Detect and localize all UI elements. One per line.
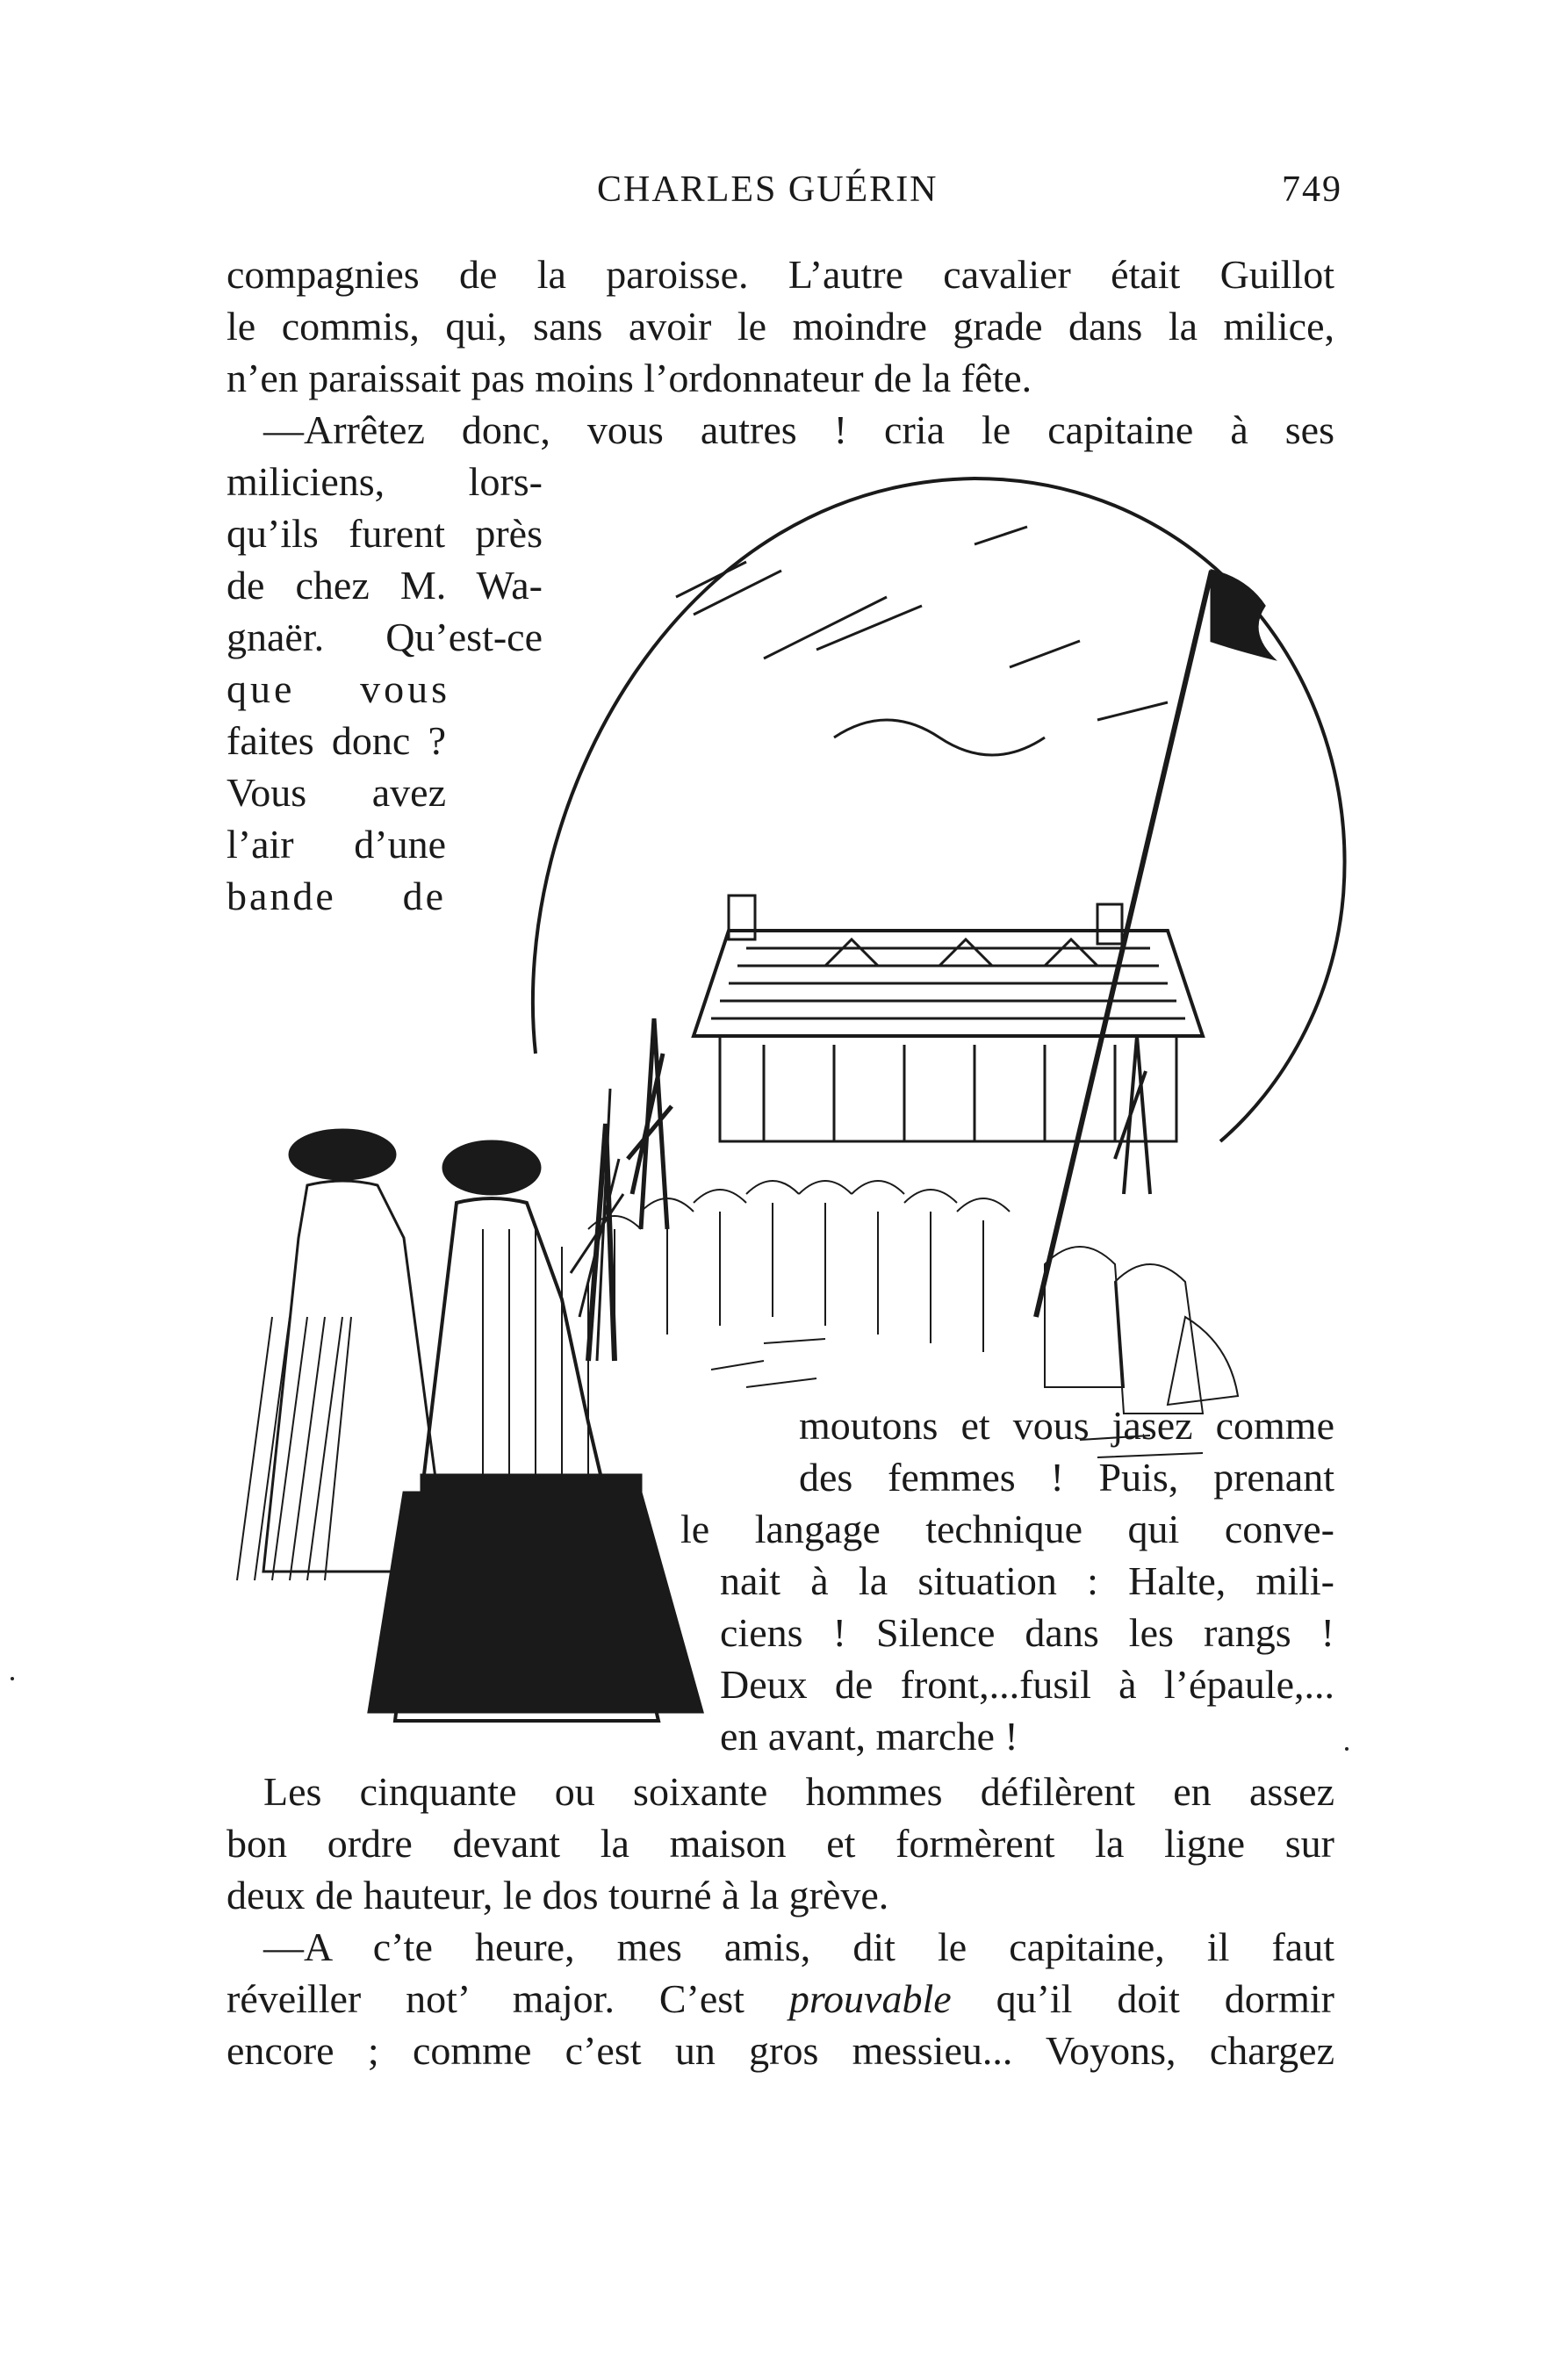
text-line: Vous avez [227,770,446,815]
text-line: encore ; comme c’est un gros messieu... Voyons, chargez [227,2028,1334,2073]
text-line: miliciens, lors- [227,459,543,504]
text-line: compagnies de la paroisse. L’autre cavalier était Guillot [227,252,1334,297]
text-line [227,1974,1334,2025]
text-line: bande de [227,874,446,918]
running-head [0,169,1568,221]
text-line: gnaër. Qu’est-ce [227,615,543,659]
text-line: que vous [227,666,450,711]
text-line: moutons et vous jasez comme [799,1403,1334,1448]
text-run: réveiller not’ major. C’est [227,1976,789,2021]
text-line: Les cinquante ou soixante hommes défilèrent en assez [263,1769,1334,1814]
text-line: bon ordre devant la maison et formèrent la ligne sur [227,1821,1334,1866]
text-line: en avant, marche ! [720,1714,1018,1759]
text-line: l’air d’une [227,822,446,867]
text-line: —Arrêtez donc, vous autres ! cria le capitaine à ses [263,407,1334,452]
scan-speck [1345,1747,1349,1751]
running-title: CHARLES GUÉRIN [597,169,939,210]
scan-speck [11,1677,14,1680]
text-line: le langage technique qui conve- [680,1507,1334,1551]
text-run: qu’il doit dormir [951,1976,1334,2021]
text-line: ciens ! Silence dans les rangs ! [720,1610,1334,1655]
text-line: deux de hauteur, le dos tourné à la grève. [227,1873,889,1917]
italic-word: prouvable [788,1976,952,2021]
text-line: nait à la situation : Halte, mili- [720,1558,1334,1603]
text-line: des femmes ! Puis, prenant [799,1455,1334,1500]
text-line: le commis, qui, sans avoir le moindre grade dans la milice, [227,304,1334,349]
text-line: Deux de front,...fusil à l’épaule,... [720,1662,1334,1707]
text-line: faites donc ? [227,718,446,763]
text-line: —A c’te heure, mes amis, dit le capitaine, il faut [263,1924,1334,1969]
page-number: 749 [1282,169,1342,210]
text-line: de chez M. Wa- [227,563,543,608]
text-line: n’en paraissait pas moins l’ordonnateur de la fête. [227,356,1032,400]
text-line: qu’ils furent près [227,511,543,556]
